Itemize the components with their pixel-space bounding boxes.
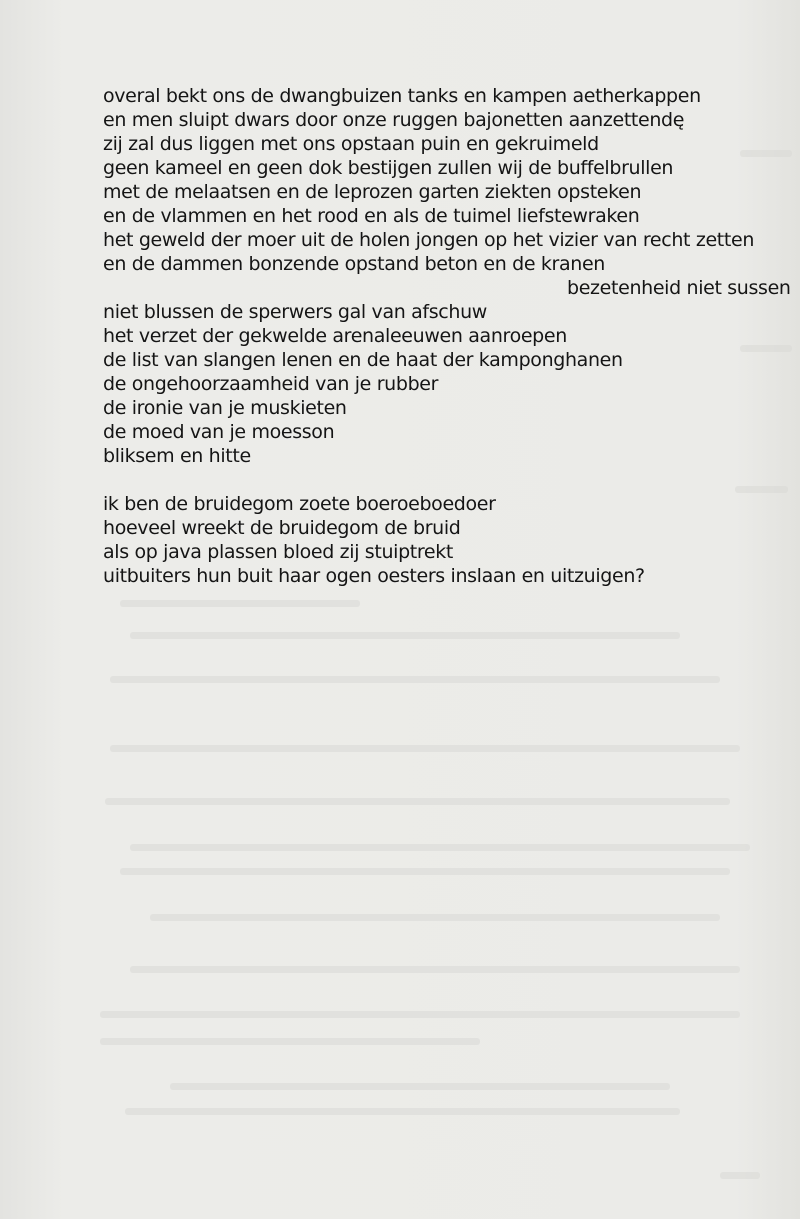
poem-line: het verzet der gekwelde arenaleeuwen aanroepen: [103, 325, 567, 347]
poem-line: ik ben de bruidegom zoete boeroeboedoer: [103, 493, 496, 515]
stanza-2: [103, 300, 623, 468]
bleed-through-mark: [130, 632, 680, 639]
bleed-through-mark: [105, 798, 730, 805]
bleed-through-mark: [120, 600, 360, 607]
poem-line: en de dammen bonzende opstand beton en de kranen: [103, 253, 605, 275]
poem-line: en de vlammen en het rood en als de tuimel liefstewraken: [103, 205, 640, 227]
poem-line: zij zal dus liggen met ons opstaan puin en gekruimeld: [103, 133, 599, 155]
bleed-through-mark: [110, 745, 740, 752]
poem-line: hoeveel wreekt de bruidegom de bruid: [103, 517, 461, 539]
bleed-through-mark: [170, 1083, 670, 1090]
bleed-through-mark: [720, 1172, 760, 1179]
bleed-through-mark: [130, 966, 740, 973]
poem-line: het geweld der moer uit de holen jongen op het vizier van recht zetten: [103, 229, 755, 251]
stanza-3: [103, 492, 645, 588]
poem-line: en men sluipt dwars door onze ruggen bajonetten aanzettendę: [103, 109, 685, 131]
poem-line: de ongehoorzaamheid van je rubber: [103, 373, 439, 395]
bleed-through-mark: [735, 486, 788, 493]
poem-line: overal bekt ons de dwangbuizen tanks en kampen aetherkappen: [103, 85, 701, 107]
indented-poem-line: bezetenheid niet sussen: [567, 277, 791, 299]
bleed-through-mark: [125, 1108, 680, 1115]
poem-line: uitbuiters hun buit haar ogen oesters inslaan en uitzuigen?: [103, 565, 645, 587]
poem-line: met de melaatsen en de leprozen garten ziekten opsteken: [103, 181, 642, 203]
poem-line: niet blussen de sperwers gal van afschuw: [103, 301, 487, 323]
bleed-through-mark: [740, 345, 792, 352]
poem-line: de moed van je moesson: [103, 421, 335, 443]
bleed-through-mark: [100, 1038, 480, 1045]
poem-line: bliksem en hitte: [103, 445, 251, 467]
poem-line: geen kameel en geen dok bestijgen zullen wij de buffelbrullen: [103, 157, 674, 179]
bleed-through-mark: [110, 676, 720, 683]
poem-line: als op java plassen bloed zij stuiptrekt: [103, 541, 454, 563]
bleed-through-mark: [120, 868, 730, 875]
poem-line: de list van slangen lenen en de haat der kamponghanen: [103, 349, 623, 371]
poem-line: de ironie van je muskieten: [103, 397, 347, 419]
bleed-through-mark: [130, 844, 750, 851]
stanza-1: [103, 84, 754, 276]
bleed-through-mark: [100, 1011, 740, 1018]
bleed-through-mark: [150, 914, 720, 921]
